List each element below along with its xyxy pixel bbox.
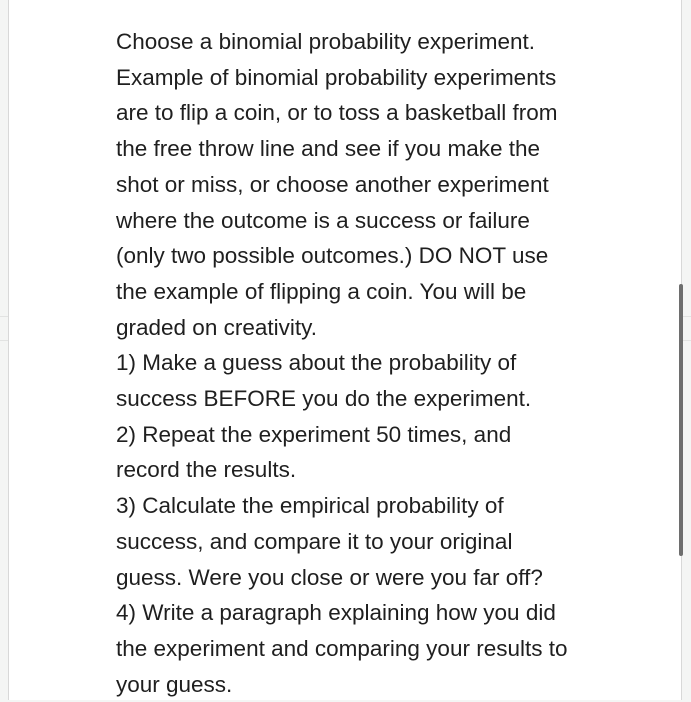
text-line: 1) Make a guess about the probability of [116, 350, 517, 376]
text-line: record the results. [116, 457, 297, 483]
text-line: guess. Were you close or were you far off? [116, 564, 543, 590]
document-page [8, 0, 682, 700]
text-line: your guess. [116, 671, 233, 697]
document-text [116, 24, 636, 702]
text-line: 4) Write a paragraph explaining how you did [116, 600, 556, 626]
text-line: 2) Repeat the experiment 50 times, and [116, 421, 512, 447]
text-line: Choose a binomial probability experiment. [116, 29, 535, 54]
text-line: 3) Calculate the empirical probability of [116, 493, 504, 519]
text-line: where the outcome is a success or failure [116, 207, 530, 233]
text-line: (only two possible outcomes.) DO NOT use [116, 243, 549, 269]
scrollbar-thumb[interactable] [679, 284, 683, 556]
text-line: graded on creativity. [116, 314, 317, 340]
text-line: success BEFORE you do the experiment. [116, 386, 532, 412]
text-line: are to flip a coin, or to toss a basketball from [116, 100, 558, 126]
text-line: the experiment and comparing your results to [116, 635, 568, 661]
text-line: Example of binomial probability experiments [116, 64, 557, 90]
text-line: success, and compare it to your original [116, 528, 513, 554]
text-line: the free throw line and see if you make the [116, 136, 540, 162]
text-line: the example of flipping a coin. You will be [116, 278, 527, 304]
text-line: shot or miss, or choose another experiment [116, 171, 549, 197]
